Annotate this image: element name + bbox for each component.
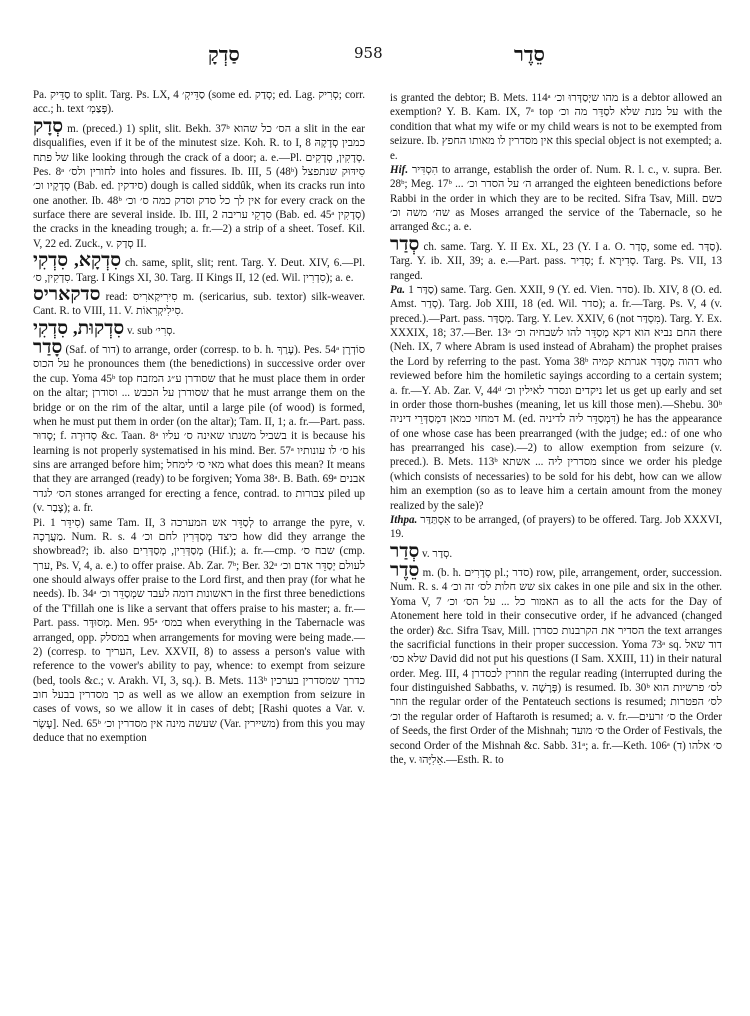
entry-text: m. (preced.) 1) split, slit. Bekh. 37ᵇ הס׳ כל שהוא a slit in the ear disqualifies, even if it be of the minutest size. Koh. R. to I, 8 כמבין סְדָקָהּ של פתח like looking through the crack of a door; a. e.—Pl. סְדָקִין, סְדָקִים. Pes. 8ᵃ לחורין ולס׳ into holes and fissures. Ib. III, 5 (48ᵇ) סִידּוּק שנתפצל סְדָקָיו וכ׳ (Bab. ed. סידקין) dough is called siddûk, when its cracks run into one another. Ib. 48ᵇ אין לך כל סדק וסדק כמה ס׳ וכ׳ for every crack on the surface there are several inside. Ib. III, 2 סִדְקֵי עריבה (Bab. ed. 45ᵃ סְדָקִין) the cracks in the kneading trough; a. fr.—2) a strip of a sheet. Tosef. Kil. V, 22 ed. Zuck., v. סְדַק II. — [33, 122, 365, 250]
dictionary-entry — [390, 542, 722, 561]
entry-lemma: סֵדֶר — [390, 560, 420, 581]
entry-paragraph — [390, 513, 722, 542]
entry-text: (Saf. of דור) to arrange, order (corresp. to b. h. עָרַךְ). Pes. 54ᵃ סוֹדְרָן על הכוס he pronounces them (the benedictions) in successive order over the cup. Yoma 45ᵇ top שסודרן ע״ג המזבח that he must place them in order on the altar; שסודרן על הכבש ... וסודרן that he must arrange them on the bridge or on the rim of the altar, until a large pile (of wood) is formed, when he must put them in order (on the altar); Tam. II, 1; a. fr.—Part. pass. סָדוּר; f. סְדוּרָה &c. Taan. 8ᵃ בשביל משנתו שאינה ס׳ עליו it is because his learning is not properly systematised in his mind. Ber. 57ᵃ ס׳ לו עונותיו his sins are arranged before him; מאי ס׳ לימחל what does this mean? It means that they are arranged (ready) to be forgiven; Yoma 38ᵃ. B. Bath. 69ᵃ אבנים הס׳ לגדר stones arranged for erecting a fence, contrad. to צבורות piled up (v. צָבַר); a. fr. — [33, 344, 365, 515]
entry-text: הִסְדִּיר to arrange, establish the order of. Num. R. l. c., v. supra. Ber. 28ᵇ; Meg. 17ᵇ ... ה׳ על הסדר וכ׳ arranged the eighteen benedictions before Rabbi in the order in which they are to be recited. Sifra Tsav, Mill. כשם שה׳ משה וכ׳ as Moses arranged the service of the Tabernacle, so he arranged &c.; a. e. — [390, 163, 722, 234]
entry-lemma: סָדַר — [33, 337, 63, 358]
entry-text: סַדַּר 1) same. Targ. Gen. XXII, 9 (Y. ed. Vien. סדר). Ib. XIV, 8 (O. ed. Amst. סְדַר). Targ. Job XIII, 18 (ed. Wil. סדר); a. fr.—Targ. Ps. V, 4 (v. preced.).—Part. pass. מְסַדַּר. Targ. Y. Lev. XXIV, 6 (not מִסְדַּר). Targ. Y. Ex. XXXIX, 18; 37.—Ber. 13ᵃ החם נביא הוא דקא מְסַדֵּר להו לשבחיה וכ׳ there (Neh. IX, 7 where Abram is used instead of Abraham) the prophet praises the Lord by referring to the past. Yoma 38ᵇ דהוה מְסַדַּר אגרתא קמיה who reviewed before him the homiletic sayings according to a certain system; a. fr.—Y. Ab. Zar. V, 44ᵈ ניקדים ונסדר לאילין וכ׳ let us get up early and set in order those thorn-bushes (meaning, let us kill those men).—Shebu. 30ᵇ דמחזי כמאן דמְסַדְּרֵי דיניה M. (ed. דִּמְסַדֵּר ליה לדיניה) he has the appearance of one whose case has been prearranged (with the judge; ed.: of one who has prearranged his case).—2) to allow exemption from seizure (v. preced.). B. Mets. 113ᵇ מסדרין ליה ... אשתא since we order his pledge (which consists of necessaries) to be sold for his debt, how can we allow him an exemption (so as to leave him a certain amount from the money realized by the sale)? — [390, 283, 722, 512]
dictionary-entry — [390, 235, 722, 283]
dictionary-entry — [33, 285, 365, 319]
right-column — [390, 91, 722, 1007]
dictionary-entry — [33, 251, 365, 285]
entry-lemma: סְדַר — [390, 233, 420, 255]
verb-stem-label: Hif. — [390, 163, 409, 176]
running-headword-left: סַדְקָ — [208, 42, 240, 66]
entry-text: Pi. סִידֵּר 1) same Tam. II, 3 לְסַדֵּר אש המערכה to arrange the pyre, v. מַעֲרָכָה. Num. R. s. 4 כיצד מְסַדְּרִין לחם וכ׳ how did they arrange the showbread?; ib. also מְסַדְּרִין, מְסַדְּרִים (Hif.); a. fr.—cmp. שבח ס׳ (cmp. ערך, Ps. V, 4, a. e.) to offer praise. Ab. Zar. 7ᵇ; Ber. 32ᵃ לעולם יְסַדֵּר אדם וכ׳ one should always offer praise to the Lord first, and then pray (for what he needs). Ib. 34ᵃ ראשונות דומה לעבד שמְסַדֵּר וכ׳ in the first three benedictions of the T'fillah one is like a servant that offers praise to his master; a. fr.—Part. pass. מְסוּדָּר. Men. 95ᵃ במס׳ when everything in the Tabernacle was arranged, opp. במסלק when arrangements for moving were being made.—2) (corresp. to העריך, Lev. XXVII, 8) to assess a person's value with reference to the vower's ability to pay, whence: to exempt from seizure (bed, tools &c.; v. Arakh. VI, 3, sq.). B. Mets. 113ᵇ כדרך שמסדרין בערכין כך מסדרין בבעל חוב as well as we allow an exemption from seizure in cases of vows, so we allow it in cases of debt; [Rashi quotes a Var. v. עָשָׂר]. Ned. 65ᵇ שעשה מינה אין מסדרין וכ׳ (Var. משיירין) from this you may deduce that no exemption — [33, 516, 365, 745]
dictionary-entry — [33, 338, 365, 516]
entry-paragraph — [33, 88, 365, 117]
entry-text: m. (b. h. סְדָרִים pl.; סדר) row, pile, arrangement, order, succession. Num. R. s. 4 שש חלות לס׳ זה וכ׳ six cakes in one pile and six in the other. Yoma V, 7 האמור כל ... על הס׳ וכ׳ as to all the acts for the Day of Atonement here told in their consecutive order, if he advanced (changed the order) &c. Sifra Tsav, Mill. הסדיר את הקרבנות כסדרן the text arranges the sacrificial functions in their proper succession. Yoma 73ᵃ sq. דוד שאל שלא כס׳ David did not put his questions (I Sam. XXIII, 11) in their natural order. Meg. III, 4 חוזרין לכסדרן the regular reading (interrupted during the four distinguished Sabbaths, v. פָּרָשָׁה) is resumed. Ib. 30ᵇ לס׳ פרשיות הוא חוזר the regular order of the Pentateuch sections is resumed; לס׳ הפטרות וכ׳ the regular order of Haftaroth is resumed; a. v. fr.—ס׳ זרעים the Order of Seeds, the first Order of the Mishnah; ס׳ מועד the Order of Festivals, the second Order of the Mishnah &c. Sabb. 31ᵃ; a. fr.—Keth. 106ᵃ ס׳ אלהו (ד) the, v. אֵלִיָּהוּ.—Esth. R. to — [390, 567, 722, 766]
entry-lemma: סִדְקָא, סִדְקִי — [33, 250, 122, 272]
entry-lemma: סִדְקוּת, סִדְקִי — [33, 317, 125, 339]
entry-lemma: סדקאריס — [33, 283, 101, 305]
entry-text: v. סְדַר. — [422, 547, 453, 560]
left-column — [33, 88, 365, 1004]
verb-stem-label: Ithpa. — [390, 513, 418, 526]
entry-text: אִסְתַּדַּר to be arranged, (of prayers) to be offered. Targ. Job XXXVI, 19. — [390, 513, 722, 541]
entry-text: is granted the debtor; B. Mets. 114ᵃ מהו שיְסַדְּרוּ וכ׳ is a debtor allowed an exemption? Y. B. Kam. IX, 7ᵃ top על מנת שלא לסַדֵּר מה וכ׳ with the condition that what my wife or my child wears is not to be exempted from seizure. Ib. אין מסדרין לו מאותו החפץ this special object is not exempted; a. e. — [390, 92, 722, 162]
dictionary-entry — [33, 319, 365, 338]
entry-paragraph — [33, 516, 365, 746]
entry-paragraph — [390, 91, 722, 163]
entry-text: Pa. סַדֵּיק to split. Targ. Ps. LX, 4 סַדֵּיקְ׳ (some ed. סְדַק; ed. Lag. סְרִיק; corr. acc.; h. text פְּצַמְ׳). — [33, 89, 365, 116]
entry-lemma: סְדָק — [33, 115, 64, 137]
dictionary-entry — [390, 561, 722, 767]
entry-text: ch. same, split, slit; rent. Targ. Y. Deut. XIV, 6.—Pl. סִדְקִין, ס׳. Targ. I Kings XI, 30. Targ. II Kings II, 12 (ed. Wil. סִדְרִין); a. e. — [33, 257, 365, 284]
page-number: 958 — [354, 44, 383, 62]
entry-text: ch. same. Targ. Y. II Ex. XL, 23 (Y. I a. O. סְדַר, some ed. סַדַּר). Targ. Y. ib. XII, 39; a. e.—Part. pass. סְדִיר; f. סְדִירָא. Targ. Ps. VII, 13 ranged. — [390, 240, 722, 282]
entry-paragraph — [390, 163, 722, 235]
entry-lemma: סְדַר — [390, 540, 420, 562]
verb-stem-label: Pa. — [390, 283, 406, 296]
entry-text: v. sub סְרִי׳. — [126, 324, 176, 337]
entry-paragraph — [390, 283, 722, 513]
running-headword-right: סֵדֶר — [514, 42, 545, 66]
dictionary-entry — [33, 117, 365, 251]
entry-text: read: סִירִיקַארִיס m. (sericarius, sub. textor) silk-weaver. Cant. R. to VIII, 11. V. סִילִיקְרִאוֹת. — [33, 290, 365, 318]
page-header — [0, 42, 750, 72]
